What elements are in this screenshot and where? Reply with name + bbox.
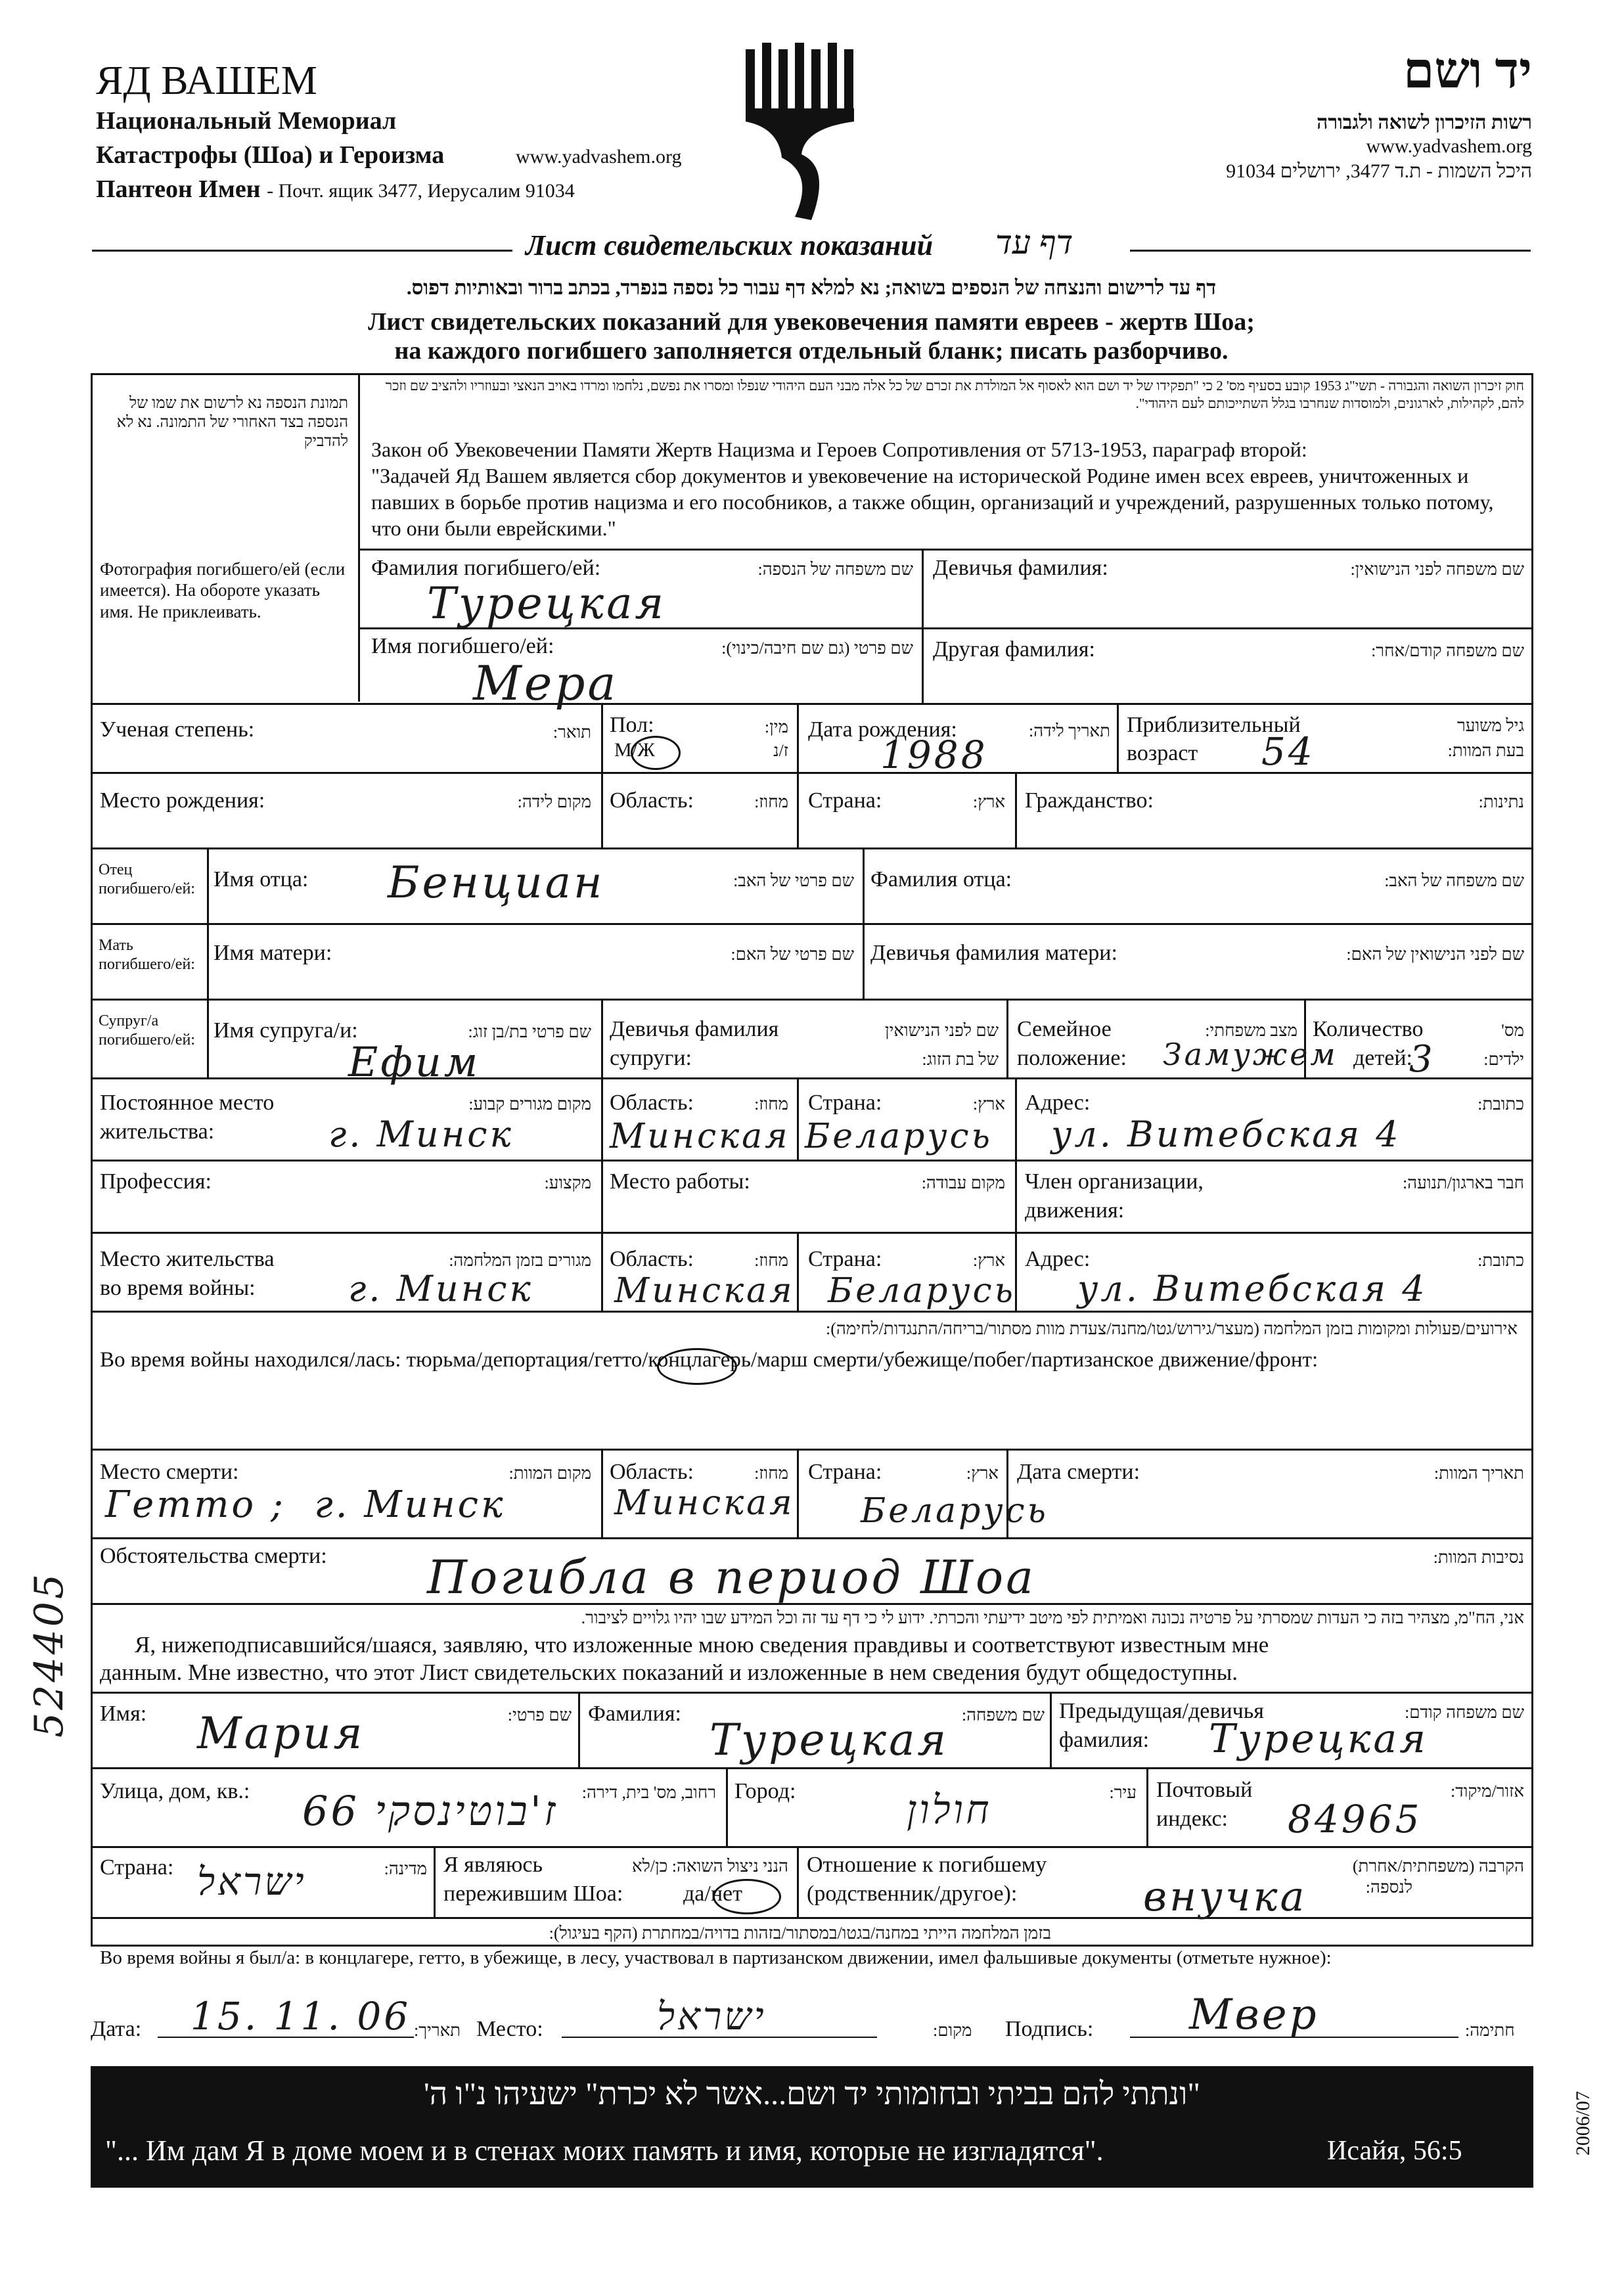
victim-maiden-label: Девичья фамилия: [933, 556, 1108, 580]
children-label-1: Количество [1313, 1017, 1424, 1041]
death-place-heb: מקום המוות: [508, 1464, 591, 1483]
ghetto-circle-mark [657, 1348, 737, 1385]
degree-div-3 [1117, 703, 1119, 772]
member-heb: חבר בארגון/תנועה: [1402, 1173, 1524, 1192]
residence-city-value[interactable]: г. Минск [328, 1114, 514, 1155]
residence-label-2: жительства: [100, 1119, 215, 1144]
war-div-1 [601, 1232, 603, 1311]
death-region-value[interactable]: Минская [614, 1483, 795, 1523]
place-line [562, 2037, 877, 2038]
res-region-heb: מחוז: [754, 1094, 788, 1114]
member-label-1: Член организации, [1025, 1169, 1204, 1194]
birth-country-heb: ארץ: [972, 792, 1005, 811]
org-line3-ru [96, 175, 575, 204]
victim-other-heb: שם משפחה קודם/אחר: [1371, 641, 1524, 660]
submitter-prev-heb: שם משפחה קודם: [1405, 1703, 1524, 1722]
relation-heb-1: הקרבה (משפחתית/אחרת) [1352, 1857, 1524, 1876]
relation-label-1: Отношение к погибшему [807, 1853, 1047, 1877]
zip-heb: אזור/מיקוד: [1450, 1782, 1524, 1801]
side-form-code: 2006/07 [1572, 2090, 1594, 2156]
work-heb: מקום עבודה: [921, 1173, 1005, 1192]
war-res-city-value[interactable]: г. Минск [348, 1268, 533, 1309]
declaration-ru-1: Я, нижеподписавшийся/шаяся, заявляю, что изложенные мною сведения правдивы и соответствуют известным мне [135, 1632, 1269, 1658]
victim-surname-value[interactable]: Турецкая [427, 578, 667, 629]
spouse-name-value[interactable]: Ефим [348, 1038, 481, 1086]
yad-vashem-logo [739, 43, 864, 223]
org-line1-heb: רשות הזיכרון לשואה ולגבורה [1317, 112, 1532, 133]
victim-surname-label: Фамилия погибшего/ей: [371, 556, 601, 580]
parents-col-divider [863, 847, 865, 999]
death-circ-value[interactable]: Погибла в период Шоа [427, 1550, 1036, 1604]
res-country-heb: ארץ: [972, 1094, 1005, 1114]
dob-label: Дата рождения: [808, 717, 957, 742]
father-name-label: Имя отца: [214, 867, 309, 891]
prof-div-1 [601, 1160, 603, 1232]
sub-div-1 [578, 1692, 580, 1767]
war-region-value[interactable]: Минская [614, 1271, 795, 1311]
country-div-1 [434, 1846, 436, 1917]
rule-victim-bottom [91, 703, 1533, 705]
mother-side-label: Мать погибшего/ей: [99, 937, 195, 973]
war-address-label: Адрес: [1025, 1247, 1091, 1271]
rule-residence [91, 1160, 1533, 1162]
survivor-heb: הנני ניצול השואה: כן/לא [631, 1857, 788, 1876]
street-heb: רחוב, מס' בית, דירה: [581, 1783, 716, 1802]
death-div-2 [797, 1449, 799, 1537]
war-events-heb: אירועים/פעולות ומקומות בזמן המלחמה (מעצר/גירוש/גטו/מחנה/צעדת מוות מסתור/בריחה/התנגדות/לחימה): [826, 1319, 1518, 1338]
date-heb: תאריך: [414, 2021, 461, 2040]
instructions-ru-2: на каждого погибшего заполняется отдельный бланк; писать разборчиво. [394, 337, 1229, 365]
survivor-circle-mark [713, 1879, 781, 1914]
survivor-options[interactable]: да/нет [683, 1882, 742, 1906]
birth-div-2 [797, 772, 799, 847]
relation-heb-2: לנספה: [1365, 1878, 1412, 1897]
date-line [158, 2037, 414, 2038]
birth-country-label: Страна: [808, 788, 882, 813]
spouse-name-heb: שם פרטי בת/בן זוג: [468, 1022, 591, 1041]
residence-label-1: Постоянное место [100, 1091, 275, 1115]
age-label-1: Приблизительный [1127, 713, 1301, 737]
quote-ref: Исайя, 56:5 [1327, 2136, 1462, 2166]
birthplace-label: Место рождения: [100, 788, 265, 813]
photo-divider [358, 373, 360, 702]
photo-instructions-heb: תמונת הנספה נא לרשום את שמו של הנספה בצד האחורי של התמונה. נא לא להדביק [116, 395, 348, 450]
submitter-name-heb: שם פרטי: [507, 1705, 572, 1725]
quote-heb: "ונתתי להם בביתי ובחומותי יד ושם...אשר לא יכרת" ישעיהו נ"ו ה' [424, 2077, 1200, 2111]
submitter-surname-value[interactable]: Турецкая [710, 1715, 949, 1765]
law-text-ru-2: "Задачей Яд Вашем является сбор документов и увековечение на исторической Родине имен всех евреев, уничтоженных и павших в борьбе против нацизма и его пособников, а также общин, организаций и учреждений, разрушенных только потому, что они были еврейскими." [371, 464, 1494, 540]
addr-div-2 [1146, 1767, 1148, 1846]
street-value[interactable]: 66 ז'בוטינסקי [302, 1787, 558, 1835]
marital-status-label-2: положение: [1017, 1046, 1127, 1070]
dob-heb: תאריך לידה: [1029, 721, 1110, 740]
birth-div-1 [601, 772, 603, 847]
res-region-value[interactable]: Минская [610, 1117, 790, 1156]
signature-heb: חתימה: [1465, 2021, 1515, 2040]
sub-country-label: Страна: [100, 1855, 174, 1880]
mother-name-heb: שם פרטי של האם: [731, 945, 854, 964]
photo-instructions-ru: Фотография погибшего/ей (если имеется). На обороте указать имя. Не приклеивать. [100, 559, 346, 621]
rule-birth [91, 847, 1533, 849]
age-label-2: возраст [1127, 741, 1198, 765]
victim-other-label: Другая фамилия: [933, 637, 1095, 662]
relation-value[interactable]: внучка [1143, 1872, 1307, 1920]
law-text-ru-1: Закон об Увековечении Памяти Жертв Нацизма и Героев Сопротивления от 5713-1953, параграф второй: [371, 438, 1307, 461]
father-surname-label: Фамилия отца: [870, 867, 1012, 891]
war-res-label-1: Место жительства [100, 1247, 275, 1271]
org-url-ru: www.yadvashem.org [516, 146, 682, 168]
mother-name-label: Имя матери: [214, 941, 332, 965]
death-region-heb: מחוז: [754, 1464, 788, 1483]
father-name-value[interactable]: Бенциан [388, 857, 605, 908]
rule-war-events [91, 1449, 1533, 1451]
spouse-side-label: Супруг/а погибшего/ей: [99, 1012, 195, 1049]
res-div-2 [797, 1077, 799, 1160]
res-div-3 [1015, 1077, 1017, 1160]
street-label: Улица, дом, кв.: [100, 1779, 250, 1803]
rule-victim-top [358, 549, 1533, 551]
org-title-ru: ЯД ВАШЕМ [96, 58, 317, 103]
rule-submitter-name [91, 1767, 1533, 1769]
war-res-heb: מגורים בזמן המלחמה: [449, 1251, 591, 1270]
pantheon-label: Пантеон Имен [96, 175, 261, 203]
profession-label: Профессия: [100, 1169, 212, 1194]
city-value[interactable]: חולון [907, 1787, 992, 1833]
war-country-heb: ארץ: [972, 1251, 1005, 1270]
victim-maiden-heb: שם משפחה לפני הנישואין: [1350, 560, 1524, 579]
sex-options[interactable]: М/Ж [614, 739, 655, 761]
title-rule-left [92, 250, 512, 252]
survivor-label-1: Я являюсь [443, 1853, 543, 1877]
side-archive-number: 524405 [26, 1571, 72, 1738]
date-value[interactable]: 15. 11. 06 [191, 1994, 411, 2039]
victim-name-value[interactable]: Мера [473, 656, 619, 711]
sex-label: Пол: [610, 713, 654, 737]
victim-name-label: Имя погибшего/ей: [371, 634, 554, 658]
instructions-ru-1: Лист свидетельских показаний для увековечения памяти евреев - жертв Шоа; [368, 308, 1255, 336]
age-heb-2: בעת המוות: [1447, 741, 1524, 760]
children-heb-2: ילדים: [1483, 1050, 1524, 1069]
war-res-label-2: во время войны: [100, 1276, 256, 1300]
submitter-surname-heb: שם משפחה: [961, 1705, 1045, 1725]
submitter-name-label: Имя: [100, 1702, 147, 1726]
birth-region-heb: מחוז: [754, 792, 788, 811]
rule-degree [91, 772, 1533, 774]
org-title-heb: יד ושם [1403, 43, 1532, 99]
country-div-2 [797, 1846, 799, 1917]
signature-value[interactable]: Мвер [1189, 1991, 1319, 2039]
org-line3-heb: היכל השמות - ת.ד 3477, ירושלים 91034 [1226, 160, 1532, 182]
form-title-ru: Лист свидетельских показаний [526, 229, 934, 261]
age-value[interactable]: 54 [1261, 729, 1315, 774]
sex-heb-2: ז/נ [773, 741, 788, 760]
rule-submitter-address [91, 1846, 1533, 1848]
father-surname-heb: שם משפחה של האב: [1384, 871, 1524, 890]
father-name-heb: שם פרטי של האב: [733, 871, 854, 890]
death-date-label: Дата смерти: [1017, 1460, 1140, 1484]
submitter-prev-label-2: фамилия: [1059, 1728, 1150, 1752]
war-country-label: Страна: [808, 1247, 882, 1271]
father-side-label: Отец погибшего/ей: [99, 861, 195, 897]
death-place-label: Место смерти: [100, 1460, 239, 1484]
spouse-maiden-label-2: супруги: [610, 1046, 692, 1070]
war-region-label: Область: [610, 1247, 694, 1271]
quote-ru: "... Им дам Я в доме моем и в стенах моих память и имя, которые не изгладятся". [105, 2134, 1104, 2167]
victim-name-heb: שם פרטי (גם שם חיבה/כינוי): [721, 639, 913, 658]
residence-heb: מקום מגורים קבוע: [468, 1094, 591, 1114]
victim-col-divider [922, 549, 924, 703]
death-circ-label: Обстоятельства смерти: [100, 1544, 327, 1568]
law-text-heb: חוק זיכרון השואה והגבורה - תשי"ג 1953 קובע בסעיף מס' 2 כי "תפקידו של יד ושם הוא לאסוף אל המולדת את זכרם של כל אלה מבני העם היהודי שנפלו ומסרו את נפשם, נלחמו ומרדו באויב הנאצי ובעוזריו ולהציב שם וזכר להם, לקהילות, לארגונים, ולמוסדות שנחרבו בגלל השתייכותם לעם היהודי". [385, 378, 1524, 412]
place-value[interactable]: ישראל [657, 1994, 767, 2039]
marital-status-heb: מצב משפחתי: [1205, 1021, 1297, 1040]
parents-side-divider [207, 847, 209, 1077]
spouse-maiden-heb-1: שם לפני הנישואין [884, 1021, 999, 1040]
marital-status-value[interactable]: Замужем [1163, 1037, 1338, 1072]
signature-line [1130, 2037, 1458, 2038]
submitter-surname-label: Фамилия: [588, 1702, 681, 1726]
death-region-label: Область: [610, 1460, 694, 1484]
spouse-maiden-heb-2: של בת הזוג: [922, 1050, 999, 1069]
zip-value[interactable]: 84965 [1288, 1797, 1422, 1841]
city-heb: עיר: [1109, 1783, 1137, 1802]
res-address-heb: כתובת: [1477, 1094, 1524, 1114]
spouse-div-2 [1006, 999, 1008, 1077]
sub-country-value[interactable]: ישראל [197, 1859, 307, 1904]
rule-submitter-country [91, 1917, 1533, 1919]
death-date-heb: תאריך המוות: [1433, 1464, 1524, 1483]
children-label-2: детей: [1353, 1046, 1412, 1070]
spouse-div-1 [601, 999, 603, 1077]
zip-label-2: индекс: [1156, 1807, 1228, 1831]
spouse-maiden-label-1: Девичья фамилия [610, 1017, 779, 1041]
dob-value[interactable]: 1988 [880, 733, 988, 777]
death-circ-heb: נסיבות המוות: [1433, 1548, 1524, 1567]
res-region-label: Область: [610, 1091, 694, 1115]
instructions-heb: דף עד לרישום והנצחה של הנספים בשואה; נא למלא דף עבור כל נספה בנפרד, בכתב ברור ובאותיות דפוס. [406, 276, 1217, 299]
org-line2-ru: Катастрофы (Шоа) и Героизма [96, 141, 445, 169]
death-place-value[interactable]: Гетто ; г. Минск [105, 1483, 506, 1526]
sub-country-heb: מדינה: [384, 1859, 427, 1878]
rule-spouse [91, 1077, 1533, 1079]
submitter-name-value[interactable]: Мария [197, 1708, 365, 1759]
victim-surname-heb: שם משפחה של הנספה: [757, 560, 913, 579]
place-label: Место: [476, 2017, 543, 2041]
citizenship-heb: נתינות: [1478, 792, 1524, 811]
relation-label-2: (родственник/другое): [807, 1882, 1018, 1906]
member-label-2: движения: [1025, 1198, 1125, 1223]
city-label: Город: [734, 1779, 796, 1803]
form-title-heb: דף עד [995, 224, 1073, 261]
profession-heb: מקצוע: [544, 1173, 591, 1192]
death-country-label: Страна: [808, 1460, 882, 1484]
war-events-ru: Во время войны находился/лась: тюрьма/депортация/гетто/концлагерь/марш смерти/убежище/побег/партизанское движение/фронт: [100, 1348, 1319, 1372]
war-address-value[interactable]: ул. Витебская 4 [1077, 1268, 1428, 1309]
work-label: Место работы: [610, 1169, 750, 1194]
war-self-ru: Во время войны я был/а: в концлагере, гетто, в убежище, в лесу, участвовал в партизанском движении, имел фальшивые документы (отметьте нужное): [100, 1947, 1332, 1968]
zip-label-1: Почтовый [1156, 1778, 1253, 1802]
declaration-ru-2: данным. Мне известно, что этот Лист свидетельских показаний и изложенные в нем сведения будут общедоступны. [100, 1659, 1238, 1685]
declaration-heb: אני, הח"מ, מצהיר בזה כי העדות שמסרתי על פרטיה נכונה ואמיתית לפי מיטב ידיעתי והכרתי. ידוע לי כי דף עד זה וכל המידע שבו יהיו גלויים לציבור. [581, 1608, 1524, 1627]
birth-div-3 [1015, 772, 1017, 847]
death-country-value[interactable]: Беларусь [861, 1491, 1049, 1531]
res-country-value[interactable]: Беларусь [805, 1117, 993, 1156]
degree-label: Ученая степень: [100, 717, 255, 742]
marital-status-label-1: Семейное [1017, 1017, 1112, 1041]
spouse-name-label: Имя супруга/и: [214, 1018, 358, 1043]
war-country-value[interactable]: Беларусь [828, 1271, 1016, 1311]
death-country-heb: ארץ: [966, 1464, 999, 1483]
birth-region-label: Область: [610, 788, 694, 813]
war-self-heb: בזמן המלחמה הייתי במחנה/בגטו/במסתור/בזהות בדויה/במחתרת (הקף בעיגול): [549, 1924, 1051, 1943]
war-region-heb: מחוז: [754, 1251, 788, 1270]
org-url-heb: www.yadvashem.org [1366, 135, 1532, 157]
place-heb: מקום: [933, 2021, 972, 2040]
signature-label: Подпись: [1005, 2017, 1094, 2041]
res-country-label: Страна: [808, 1091, 882, 1115]
addr-div-1 [726, 1767, 728, 1846]
prof-div-2 [1015, 1160, 1017, 1232]
res-address-value[interactable]: ул. Витебская 4 [1051, 1114, 1401, 1155]
res-address-label: Адрес: [1025, 1091, 1091, 1115]
submitter-prev-label-1: Предыдущая/девичья [1059, 1699, 1264, 1723]
submitter-prev-value[interactable]: Турецкая [1209, 1716, 1428, 1762]
pantheon-address: - Почт. ящик 3477, Иерусалим 91034 [267, 180, 575, 202]
birthplace-heb: מקום לידה: [517, 792, 591, 811]
citizenship-label: Гражданство: [1025, 788, 1154, 813]
date-label: Дата: [91, 2017, 142, 2041]
rule-profession [91, 1232, 1533, 1234]
org-line1-ru: Национальный Мемориал [96, 107, 397, 135]
survivor-label-2: пережившим Шоа: [443, 1882, 623, 1906]
rule-war-residence [91, 1311, 1533, 1313]
mother-maiden-label: Девичья фамилия матери: [870, 941, 1117, 965]
sex-circle-mark [631, 736, 681, 770]
mother-maiden-heb: שם לפני הנישואין של האם: [1346, 945, 1524, 964]
war-address-heb: כתובת: [1477, 1251, 1524, 1270]
children-heb-1: מס' [1501, 1021, 1524, 1040]
res-div-1 [601, 1077, 603, 1160]
rule-mother [91, 999, 1533, 1001]
sub-div-2 [1050, 1692, 1052, 1767]
rule-father [91, 923, 1533, 925]
war-div-2 [797, 1232, 799, 1311]
degree-heb: תואר: [553, 723, 591, 742]
age-heb-1: גיל משוער [1456, 716, 1524, 735]
rule-declaration [91, 1692, 1533, 1694]
rule-death-place [91, 1537, 1533, 1539]
death-div-1 [601, 1449, 603, 1537]
sex-heb: מין: [764, 717, 788, 736]
degree-div-2 [797, 703, 799, 772]
title-rule-right [1130, 250, 1531, 252]
children-value[interactable]: 3 [1409, 1038, 1435, 1081]
degree-div-1 [601, 703, 603, 772]
